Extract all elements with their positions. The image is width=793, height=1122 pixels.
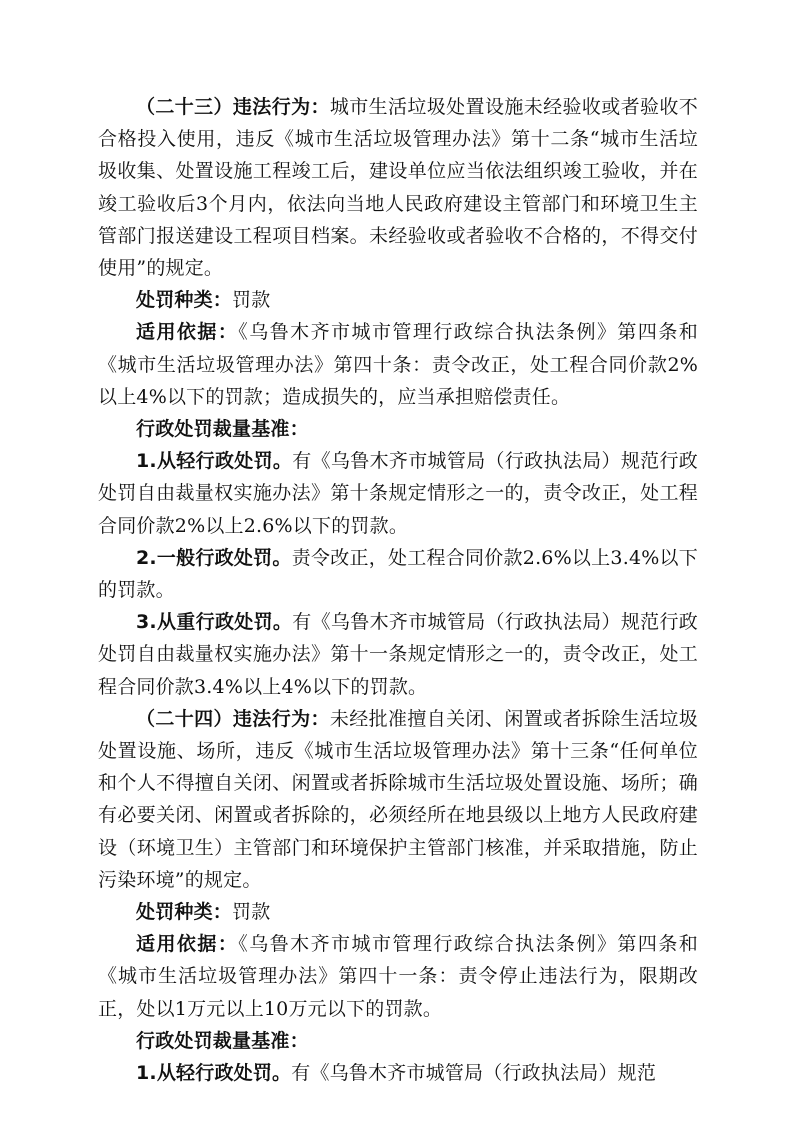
level-label: 2.一般行政处罚。 bbox=[136, 546, 292, 569]
standard-heading-23: 行政处罚裁量基准： bbox=[136, 418, 309, 441]
level-paragraph-24-1 bbox=[98, 1057, 698, 1089]
level-text: 有《乌鲁木齐市城管局（行政执法局）规范行政处罚自由裁量权实施办法》第十条规定情形之一的，责令改正，处工程合同价款2%以上2.6%以下的罚款。 bbox=[98, 450, 699, 537]
level-label: 3.从重行政处罚。 bbox=[136, 611, 293, 634]
penalty-type-paragraph-23 bbox=[98, 284, 698, 316]
level-label: 1.从轻行政处罚。 bbox=[136, 1062, 292, 1085]
standard-heading-24: 行政处罚裁量基准： bbox=[136, 1029, 309, 1052]
penalty-type-label: 处罚种类： bbox=[136, 289, 233, 312]
basis-paragraph-24 bbox=[98, 928, 698, 1025]
level-text: 有《乌鲁木齐市城管局（行政执法局）规范 bbox=[291, 1062, 657, 1085]
penalty-type-text: 罚款 bbox=[232, 289, 271, 312]
violation-paragraph-24 bbox=[98, 703, 698, 896]
document-page bbox=[98, 91, 698, 1089]
level-label: 1.从轻行政处罚。 bbox=[136, 450, 293, 473]
violation-label: （二十四）违法行为： bbox=[136, 707, 330, 730]
penalty-type-text: 罚款 bbox=[232, 901, 271, 924]
level-paragraph-23-3 bbox=[98, 606, 698, 703]
basis-paragraph-23 bbox=[98, 316, 698, 413]
violation-text: 城市生活垃圾处置设施未经验收或者验收不合格投入使用，违反《城市生活垃圾管理办法》第十二条“城市生活垃圾收集、处置设施工程竣工后，建设单位应当依法组织竣工验收，并在竣工验收后3个月内，依法向当地人民政府建设主管部门和环境卫生主管部门报送建设工程项目档案。未经验收或者验收不合格的，不得交付使用”的规定。 bbox=[98, 96, 698, 280]
penalty-type-paragraph-24 bbox=[98, 896, 698, 928]
basis-text: 《乌鲁木齐市城市管理行政综合执法条例》第四条和《城市生活垃圾管理办法》第四十一条：责令停止违法行为，限期改正，处以1万元以上10万元以下的罚款。 bbox=[98, 933, 698, 1020]
basis-text: 《乌鲁木齐市城市管理行政综合执法条例》第四条和《城市生活垃圾管理办法》第四十条：责令改正，处工程合同价款2%以上4%以下的罚款；造成损失的，应当承担赔偿责任。 bbox=[98, 321, 698, 408]
violation-paragraph-23 bbox=[98, 91, 698, 284]
violation-text: 未经批准擅自关闭、闲置或者拆除生活垃圾处置设施、场所，违反《城市生活垃圾管理办法》第十三条“任何单位和个人不得擅自关闭、闲置或者拆除城市生活垃圾处置设施、场所；确有必要关闭、闲置或者拆除的，必须经所在地县级以上地方人民政府建设（环境卫生）主管部门和环境保护主管部门核准，并采取措施，防止污染环境”的规定。 bbox=[98, 707, 698, 891]
basis-label: 适用依据： bbox=[136, 321, 239, 344]
penalty-type-label: 处罚种类： bbox=[136, 901, 233, 924]
violation-label: （二十三）违法行为： bbox=[136, 96, 330, 118]
basis-label: 适用依据： bbox=[136, 933, 239, 956]
level-paragraph-23-2 bbox=[98, 542, 698, 606]
level-text: 责令改正，处工程合同价款2.6%以上3.4%以下的罚款。 bbox=[98, 546, 699, 602]
level-paragraph-23-1 bbox=[98, 445, 698, 542]
level-text: 有《乌鲁木齐市城管局（行政执法局）规范行政处罚自由裁量权实施办法》第十一条规定情形之一的，责令改正，处工程合同价款3.4%以上4%以下的罚款。 bbox=[98, 611, 699, 698]
